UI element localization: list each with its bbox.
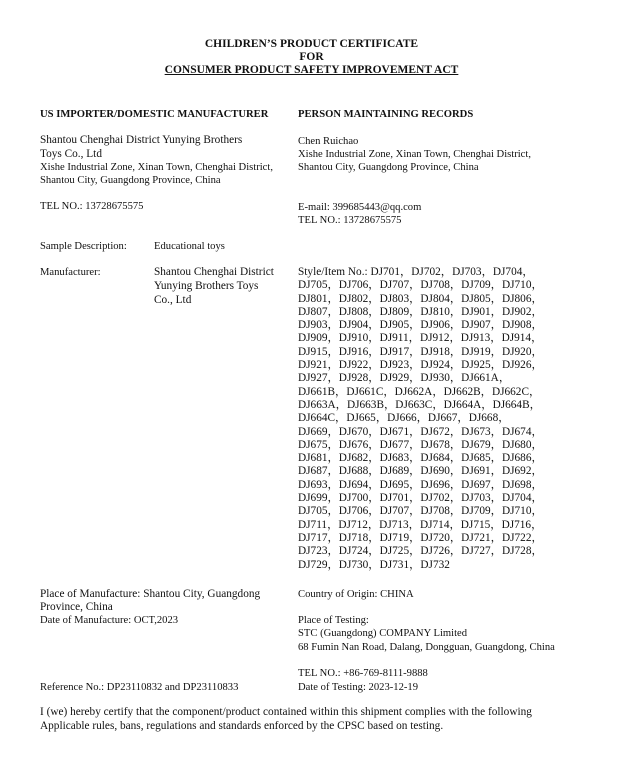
records-name: Chen Ruichao <box>298 136 359 147</box>
importer-name1: Shantou Chenghai District Yunying Brothers <box>40 134 243 146</box>
style-item-line: DJ661B，DJ661C，DJ662A，DJ662B，DJ662C， <box>298 385 541 398</box>
style-item-line: DJ705，DJ706，DJ707，DJ708，DJ709，DJ710， <box>298 505 543 518</box>
records-addr1: Xishe Industrial Zone, Xinan Town, Chenghai District, <box>298 149 531 160</box>
sample-value: Educational toys <box>154 241 225 252</box>
style-item-line: DJ915，DJ916，DJ917，DJ918，DJ919，DJ920， <box>298 345 543 358</box>
style-item-line: DJ723，DJ724，DJ725，DJ726，DJ727，DJ728， <box>298 545 543 558</box>
style-item-line: DJ921，DJ922，DJ923，DJ924，DJ925，DJ926， <box>298 359 543 372</box>
manufacturer-line: Shantou Chenghai District <box>154 266 274 278</box>
style-item-line: DJ675，DJ676，DJ677，DJ678，DJ679，DJ680， <box>298 438 543 451</box>
style-item-line: DJ717，DJ718，DJ719，DJ720，DJ721，DJ722， <box>298 531 543 544</box>
testing-label: Place of Testing: <box>298 615 369 626</box>
style-item-line: DJ664C，DJ665，DJ666，DJ667，DJ668， <box>298 412 510 425</box>
style-item-line: DJ669，DJ670，DJ671，DJ672，DJ673，DJ674， <box>298 425 543 438</box>
records-heading: PERSON MAINTAINING RECORDS <box>298 109 474 120</box>
records-addr2: Shantou City, Guangdong Province, China <box>298 162 479 173</box>
country-of-origin: Country of Origin: CHINA <box>298 589 414 600</box>
importer-addr1: Xishe Industrial Zone, Xinan Town, Chenghai District, <box>40 162 273 173</box>
testing-date: Date of Testing: 2023-12-19 <box>298 682 418 693</box>
testing-lab: STC (Guangdong) COMPANY Limited <box>298 628 468 639</box>
importer-name2: Toys Co., Ltd <box>40 148 102 160</box>
records-email: E-mail: 399685443@qq.com <box>298 202 422 213</box>
testing-address: 68 Fumin Nan Road, Dalang, Dongguan, Guangdong, China <box>298 642 555 653</box>
style-item-line: DJ807，DJ808，DJ809，DJ810，DJ901，DJ902， <box>298 305 543 318</box>
records-tel: TEL NO.: 13728675575 <box>298 215 402 226</box>
style-item-line: DJ687，DJ688，DJ689，DJ690，DJ691，DJ692， <box>298 465 543 478</box>
place-of-manufacture: Place of Manufacture: Shantou City, Guangdong <box>40 588 261 600</box>
style-item-line: DJ663A，DJ663B，DJ663C，DJ664A，DJ664B， <box>298 398 541 411</box>
style-item-line: DJ927，DJ928，DJ929，DJ930，DJ661A， <box>298 372 511 385</box>
title-line2: FOR <box>299 51 324 63</box>
sample-label: Sample Description: <box>40 241 127 252</box>
certification-line2: Applicable rules, bans, regulations and standards enforced by the CPSC based on testing. <box>40 720 444 732</box>
title-line3: CONSUMER PRODUCT SAFETY IMPROVEMENT ACT <box>164 64 459 76</box>
style-item-line: DJ909，DJ910，DJ911，DJ912，DJ913，DJ914， <box>298 332 543 345</box>
style-item-list <box>298 266 543 572</box>
manufacturer-line: Yunying Brothers Toys <box>154 280 259 292</box>
importer-addr2: Shantou City, Guangdong Province, China <box>40 175 221 186</box>
importer-heading: US IMPORTER/DOMESTIC MANUFACTURER <box>40 109 269 120</box>
style-item-line: DJ711，DJ712，DJ713，DJ714，DJ715，DJ716， <box>298 518 543 531</box>
style-item-line: DJ699，DJ700，DJ701，DJ702，DJ703，DJ704， <box>298 492 543 505</box>
title-line1: CHILDREN’S PRODUCT CERTIFICATE <box>204 38 419 50</box>
manufacturer-line: Co., Ltd <box>154 294 192 306</box>
style-item-line: DJ801，DJ802，DJ803，DJ804，DJ805，DJ806， <box>298 292 543 305</box>
style-item-line: DJ705，DJ706，DJ707，DJ708，DJ709，DJ710， <box>298 279 543 292</box>
style-item-line: Style/Item No.: DJ701，DJ702，DJ703，DJ704， <box>298 266 534 278</box>
style-item-line: DJ729，DJ730，DJ731，DJ732 <box>298 558 450 571</box>
reference-number: Reference No.: DP23110832 and DP23110833 <box>40 682 239 693</box>
importer-tel: TEL NO.: 13728675575 <box>40 201 144 212</box>
style-item-line: DJ681，DJ682，DJ683，DJ684，DJ685，DJ686， <box>298 452 543 465</box>
testing-tel: TEL NO.: +86-769-8111-9888 <box>298 668 428 679</box>
style-item-line: DJ693，DJ694，DJ695，DJ696，DJ697，DJ698， <box>298 478 543 491</box>
place-of-manufacture-cont: Province, China <box>40 601 113 613</box>
date-of-manufacture: Date of Manufacture: OCT,2023 <box>40 615 179 626</box>
style-item-line: DJ903，DJ904，DJ905，DJ906，DJ907，DJ908， <box>298 319 543 332</box>
manufacturer-label: Manufacturer: <box>40 267 101 278</box>
certification-line1: I (we) hereby certify that the component/product contained within this shipment complies with the following <box>40 706 532 718</box>
